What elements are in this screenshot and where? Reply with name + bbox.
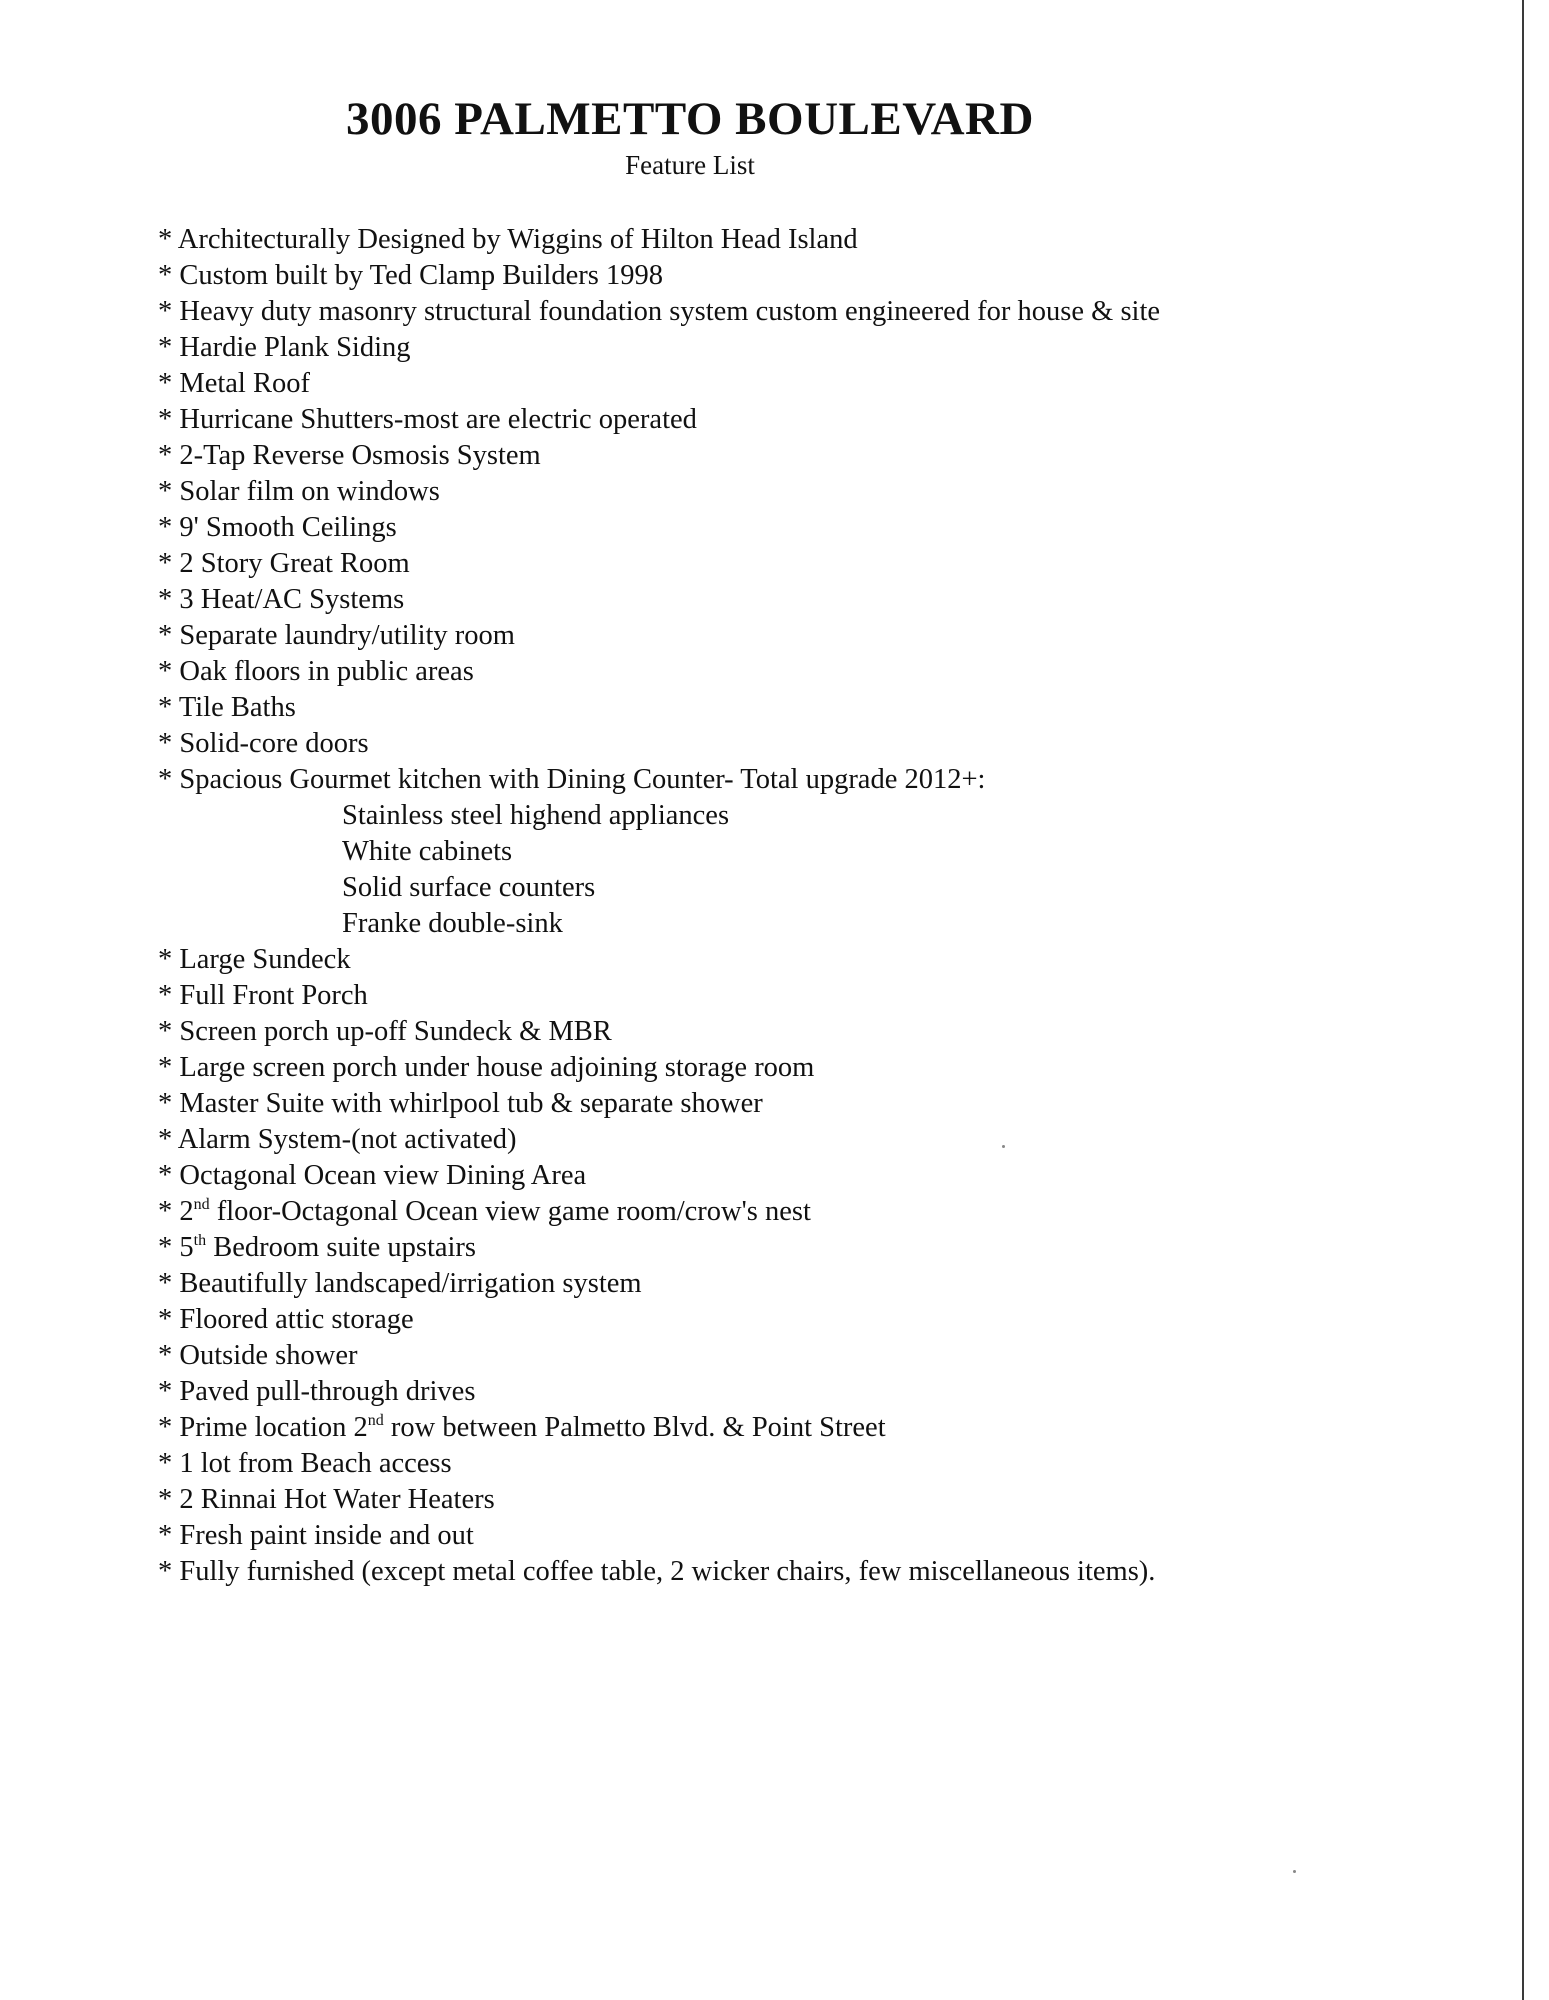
- feature-item: * Large screen porch under house adjoining storage room: [158, 1052, 815, 1083]
- feature-item: * Paved pull-through drives: [158, 1376, 476, 1407]
- feature-item: * Floored attic storage: [158, 1304, 414, 1335]
- feature-item: [158, 1410, 1160, 1446]
- feature-item: * Solid-core doors: [158, 728, 369, 759]
- feature-item: * Fully furnished (except metal coffee table, 2 wicker chairs, few miscellaneous items).: [158, 1556, 1156, 1587]
- feature-item: * Outside shower: [158, 1340, 358, 1371]
- ordinal-suffix: th: [193, 1232, 207, 1249]
- feature-text: row between Palmetto Blvd. & Point Street: [383, 1412, 886, 1443]
- feature-subitem: Franke double-sink: [342, 908, 563, 939]
- feature-item: * 2 Story Great Room: [158, 548, 410, 579]
- feature-item: * Hurricane Shutters-most are electric operated: [158, 404, 697, 435]
- feature-item: * Screen porch up-off Sundeck & MBR: [158, 1016, 612, 1047]
- feature-text: * Prime location 2: [158, 1412, 368, 1443]
- feature-item: * Custom built by Ted Clamp Builders 1998: [158, 260, 663, 291]
- feature-subitem: Stainless steel highend appliances: [342, 800, 730, 831]
- feature-item: * Tile Baths: [158, 692, 296, 723]
- ordinal-suffix: nd: [193, 1196, 210, 1213]
- feature-item: * 2 Rinnai Hot Water Heaters: [158, 1484, 495, 1515]
- feature-item: * Large Sundeck: [158, 944, 351, 975]
- feature-item: * 9' Smooth Ceilings: [158, 512, 397, 543]
- feature-text: * 2: [158, 1196, 194, 1227]
- feature-item: * 2-Tap Reverse Osmosis System: [158, 440, 541, 471]
- document-subtitle: Feature List: [625, 150, 755, 180]
- feature-item: * Hardie Plank Siding: [158, 332, 411, 363]
- feature-text: * 5: [158, 1232, 194, 1263]
- feature-item: * 1 lot from Beach access: [158, 1448, 452, 1479]
- feature-list: [158, 222, 1160, 1590]
- feature-item: * Beautifully landscaped/irrigation system: [158, 1268, 642, 1299]
- scan-speck: [1293, 1870, 1296, 1873]
- feature-item: * Solar film on windows: [158, 476, 440, 507]
- feature-text: Bedroom suite upstairs: [206, 1232, 477, 1263]
- page-edge-line: [1522, 0, 1524, 2000]
- feature-item: * Separate laundry/utility room: [158, 620, 515, 651]
- feature-text: floor-Octagonal Ocean view game room/crow's nest: [209, 1196, 811, 1227]
- feature-item: * Heavy duty masonry structural foundation system custom engineered for house & site: [158, 296, 1161, 327]
- feature-item: * Spacious Gourmet kitchen with Dining Counter- Total upgrade 2012+:: [158, 764, 986, 795]
- feature-subitem: White cabinets: [342, 836, 513, 867]
- feature-item: [158, 1194, 1160, 1230]
- feature-item: * Metal Roof: [158, 368, 310, 399]
- feature-item: * Master Suite with whirlpool tub & separate shower: [158, 1088, 763, 1119]
- feature-item: * Fresh paint inside and out: [158, 1520, 474, 1551]
- feature-subitem: Solid surface counters: [342, 872, 596, 903]
- feature-item: * Architecturally Designed by Wiggins of Hilton Head Island: [158, 224, 858, 255]
- feature-item: * Alarm System-(not activated): [158, 1124, 517, 1155]
- feature-item: * Full Front Porch: [158, 980, 368, 1011]
- document-title: 3006 PALMETTO BOULEVARD: [346, 93, 1034, 145]
- feature-item: [158, 1230, 1160, 1266]
- feature-item: * 3 Heat/AC Systems: [158, 584, 405, 615]
- feature-item: * Oak floors in public areas: [158, 656, 474, 687]
- ordinal-suffix: nd: [367, 1412, 384, 1429]
- feature-item: * Octagonal Ocean view Dining Area: [158, 1160, 587, 1191]
